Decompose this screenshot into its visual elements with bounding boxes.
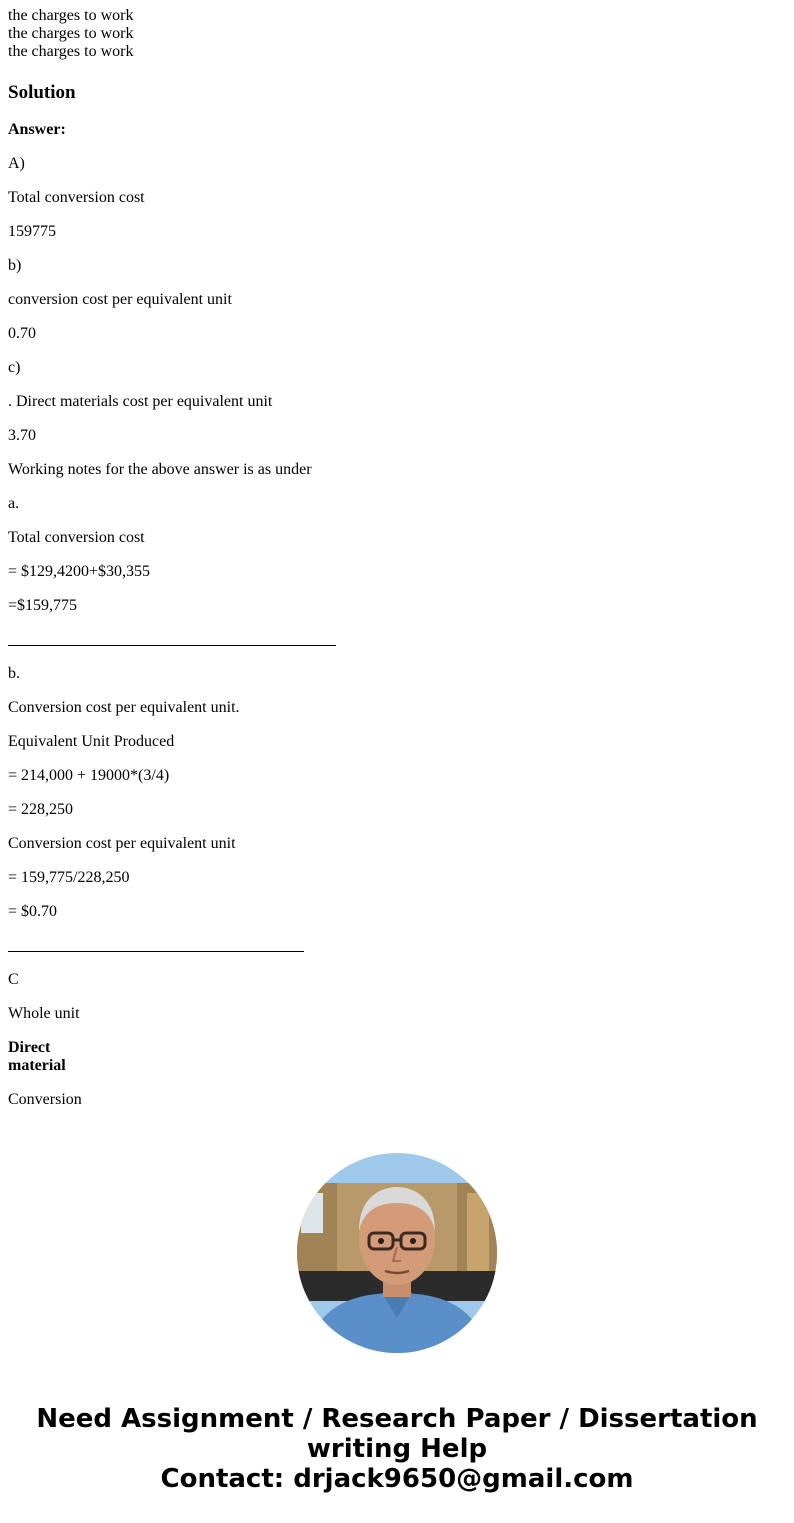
part-a-value: 159775 <box>8 223 56 240</box>
divider-rule <box>8 645 336 646</box>
part-a-label: A) <box>8 155 25 172</box>
note-c-label: C <box>8 971 19 988</box>
note-a-line-1: = $129,4200+$30,355 <box>8 563 151 580</box>
note-c-conversion: Conversion <box>8 1091 82 1108</box>
note-a-line-2: =$159,775 <box>8 597 78 614</box>
note-b-subtitle: Equivalent Unit Produced <box>8 733 175 750</box>
note-c-whole-unit: Whole unit <box>8 1005 80 1022</box>
part-c-label: c) <box>8 359 21 376</box>
note-a-label: a. <box>8 495 20 512</box>
note-b-line-1: = 214,000 + 19000*(3/4) <box>8 767 170 784</box>
solution-heading: Solution <box>8 82 76 103</box>
contact-footer <box>0 1404 794 1494</box>
note-c-direct-material-line-1: Direct <box>8 1039 51 1056</box>
header-line-3: the charges to work <box>8 43 134 60</box>
note-b-label: b. <box>8 665 20 682</box>
header-line-2: the charges to work <box>8 25 134 42</box>
author-avatar <box>297 1153 497 1353</box>
note-c-direct-material-line-2: material <box>8 1057 66 1074</box>
author-photo <box>297 1153 497 1353</box>
divider-rule <box>8 951 304 952</box>
note-b-line-2: = 228,250 <box>8 801 74 818</box>
part-a-title: Total conversion cost <box>8 189 145 206</box>
footer-contact-line: Contact: drjack9650@gmail.com <box>160 1464 634 1494</box>
footer-line-1: Need Assignment / Research Paper / Dissertation <box>36 1404 758 1434</box>
part-b-label: b) <box>8 257 22 274</box>
note-b-line-4: = $0.70 <box>8 903 58 920</box>
part-b-title: conversion cost per equivalent unit <box>8 291 232 308</box>
note-a-title: Total conversion cost <box>8 529 145 546</box>
header-line-1: the charges to work <box>8 7 134 24</box>
part-c-value: 3.70 <box>8 427 36 444</box>
answer-label: Answer: <box>8 121 66 138</box>
solution-document <box>8 7 778 1108</box>
part-b-value: 0.70 <box>8 325 36 342</box>
part-c-title: . Direct materials cost per equivalent unit <box>8 393 273 410</box>
working-notes-intro: Working notes for the above answer is as under <box>8 461 312 478</box>
note-b-line-3: = 159,775/228,250 <box>8 869 130 886</box>
note-b-subtitle-2: Conversion cost per equivalent unit <box>8 835 236 852</box>
footer-line-2: writing Help <box>306 1434 488 1464</box>
note-b-title: Conversion cost per equivalent unit. <box>8 699 240 716</box>
